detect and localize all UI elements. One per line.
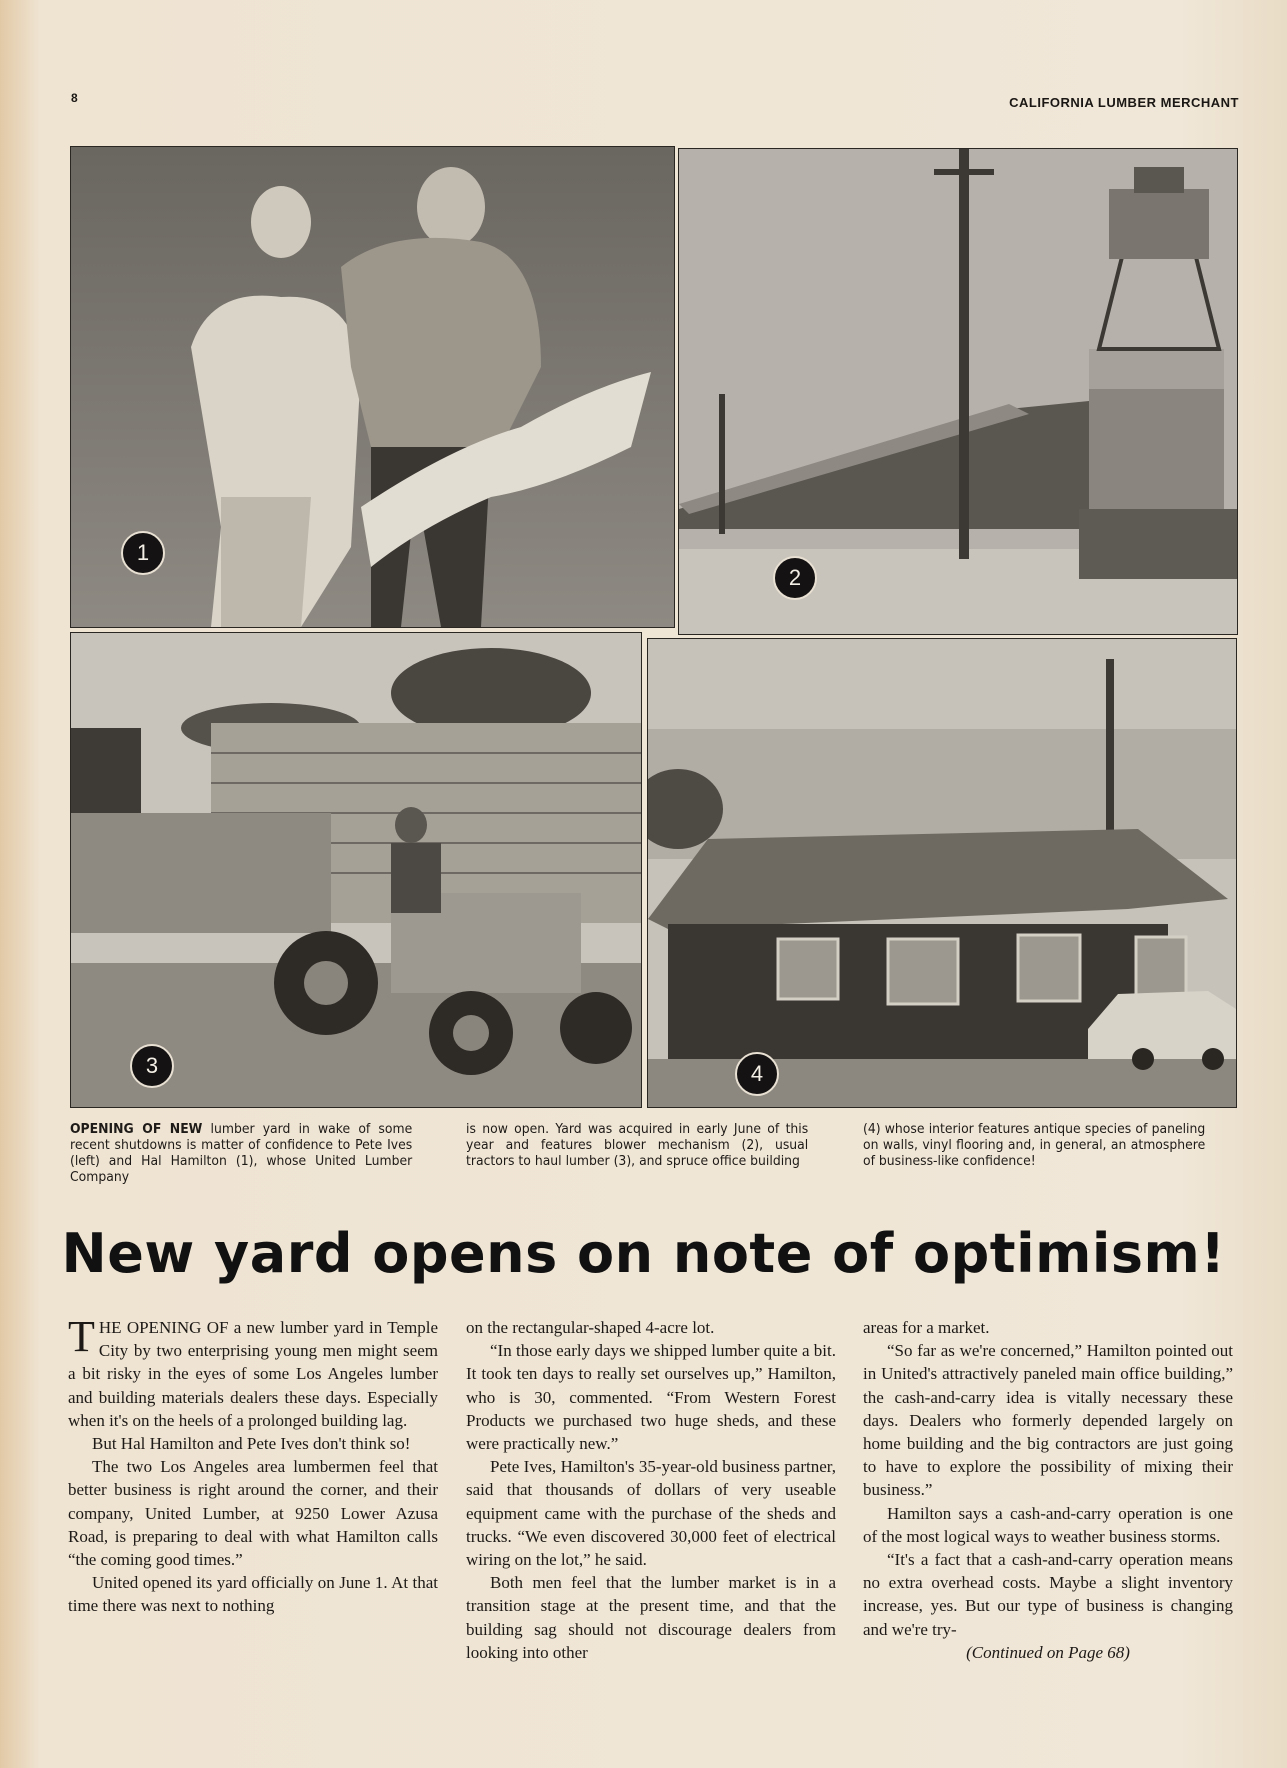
photo-badge-2: 2 [773, 556, 817, 600]
caption-text-1: lumber yard in wake of some recent shutdowns is matter of confidence to Pete Ives (left) and Hal Hamilton (1), whose United Lumber Company [70, 1121, 413, 1185]
caption-col-3 [863, 1121, 1205, 1169]
article-col-2 [466, 1316, 836, 1664]
article-paragraph: Hamilton says a cash-and-carry operation is one of the most logical ways to weather business storms. [863, 1503, 1233, 1546]
continued-link[interactable]: (Continued on Page 68) [966, 1642, 1130, 1662]
photo-1 [70, 146, 675, 628]
drop-cap: T [68, 1312, 95, 1361]
photo-3 [70, 632, 642, 1108]
photo-badge-3: 3 [130, 1044, 174, 1088]
photo-badge-1: 1 [121, 531, 165, 575]
article-paragraph-text: HE OPENING OF a new lumber yard in Temple City by two enterprising young men might seem a bit risky in the eyes of some Los Angeles lumber and building materials dealers these days. Especially when it's on the heels of a prolonged building lag. [68, 1318, 438, 1430]
article-paragraph: on the rectangular-shaped 4-acre lot. [466, 1318, 715, 1337]
photo-4 [647, 638, 1237, 1108]
photo-badge-4: 4 [735, 1052, 779, 1096]
photo-2 [678, 148, 1238, 635]
article-col-3 [863, 1316, 1233, 1664]
page-number: 8 [71, 91, 78, 105]
article-paragraph: The two Los Angeles area lumbermen feel that better business is right around the corner, and their company, United Lumber, at 9250 Lower Azusa Road, is preparing to deal with what Hamilton calls “the coming good times.” [68, 1457, 438, 1570]
article-paragraph: areas for a market. [863, 1318, 990, 1337]
caption-text-3: (4) whose interior features antique species of paneling on walls, vinyl flooring and, in general, an atmosphere of business-like confidence! [863, 1121, 1206, 1169]
caption-text-2: is now open. Yard was acquired in early June of this year and features blower mechanism (2), usual tractors to haul lumber (3), and spruce office building [466, 1121, 809, 1169]
article-paragraph: United opened its yard officially on June 1. At that time there was next to nothing [68, 1573, 438, 1616]
article-paragraph: “In those early days we shipped lumber quite a bit. It took ten days to really set ourselves up,” Hamilton, who is 30, commented. “From Western Forest Products we purchased two huge sheds, and these were practically new.” [466, 1341, 836, 1454]
caption-lead: OPENING OF NEW [70, 1121, 203, 1137]
caption-col-2 [466, 1121, 808, 1169]
article-paragraph: But Hal Hamilton and Pete Ives don't think so! [92, 1434, 411, 1454]
caption-col-1 [70, 1121, 412, 1185]
article-paragraph [68, 1312, 438, 1432]
article-paragraph: “So far as we're concerned,” Hamilton pointed out in United's attractively paneled main office building,” the cash-and-carry idea is vitally necessary these days. Dealers who formerly depended largely on home building and the big contractors are just going to have to explore the possibility of mixing their business.” [863, 1341, 1233, 1500]
article-paragraph: Pete Ives, Hamilton's 35-year-old business partner, said that thousands of dollars of very useable equipment came with the purchase of the sheds and trucks. “We even discovered 30,000 feet of electrical wiring on the lot,” he said. [466, 1457, 836, 1570]
article-paragraph: “It's a fact that a cash-and-carry operation means no extra overhead costs. Maybe a slight inventory increase, yes. But our type of business is changing and we're try- [863, 1550, 1233, 1639]
masthead: CALIFORNIA LUMBER MERCHANT [1009, 95, 1239, 110]
headline: New yard opens on note of optimism! [61, 1222, 1226, 1285]
article-paragraph: Both men feel that the lumber market is in a transition stage at the present time, and that the building sag should not discourage dealers from looking into other [466, 1573, 836, 1662]
article-col-1 [68, 1312, 438, 1618]
